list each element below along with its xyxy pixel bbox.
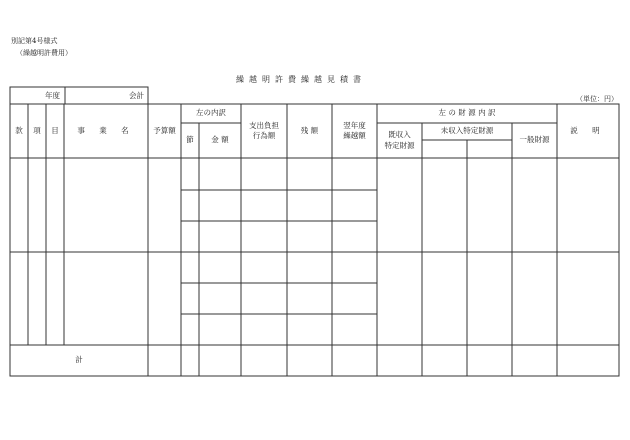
header-kan: 款 [15,125,23,135]
year-label: 年度 [45,91,60,100]
header-zaigen-uchiwake: 左 の 財 源 内 訳 [438,108,496,118]
unit-label: （単位：円） [576,95,618,103]
header-setsumei: 説 明 [570,125,606,135]
header-shishutsu: 支出負担 行為額 [249,120,279,140]
header-moku: 目 [51,125,59,135]
header-setsu: 節 [186,135,194,145]
form-number: 別記第4号様式 [11,37,58,45]
header-ippan: 一般財源 [519,135,550,145]
form-subtitle: （繰越明許費用） [16,49,72,57]
header-zangaku: 残 額 [300,125,319,135]
header-hidari-uchiwake: 左の内訳 [196,108,226,118]
header-kingaku: 金 額 [211,135,229,145]
header-yokunendo: 翌年度 繰越額 [343,120,366,140]
header-kishuunyuu: 既収入 特定財源 [384,130,415,150]
document-title: 繰越明許費繰越見積書 [236,75,366,84]
total-label: 計 [75,355,83,365]
header-mishuunyuu: 未収入特定財源 [440,126,494,136]
header-kou: 項 [33,125,41,135]
header-jigyou: 事 業 名 [77,125,135,135]
account-label: 会計 [129,91,144,100]
header-yosan: 予算額 [153,125,176,135]
